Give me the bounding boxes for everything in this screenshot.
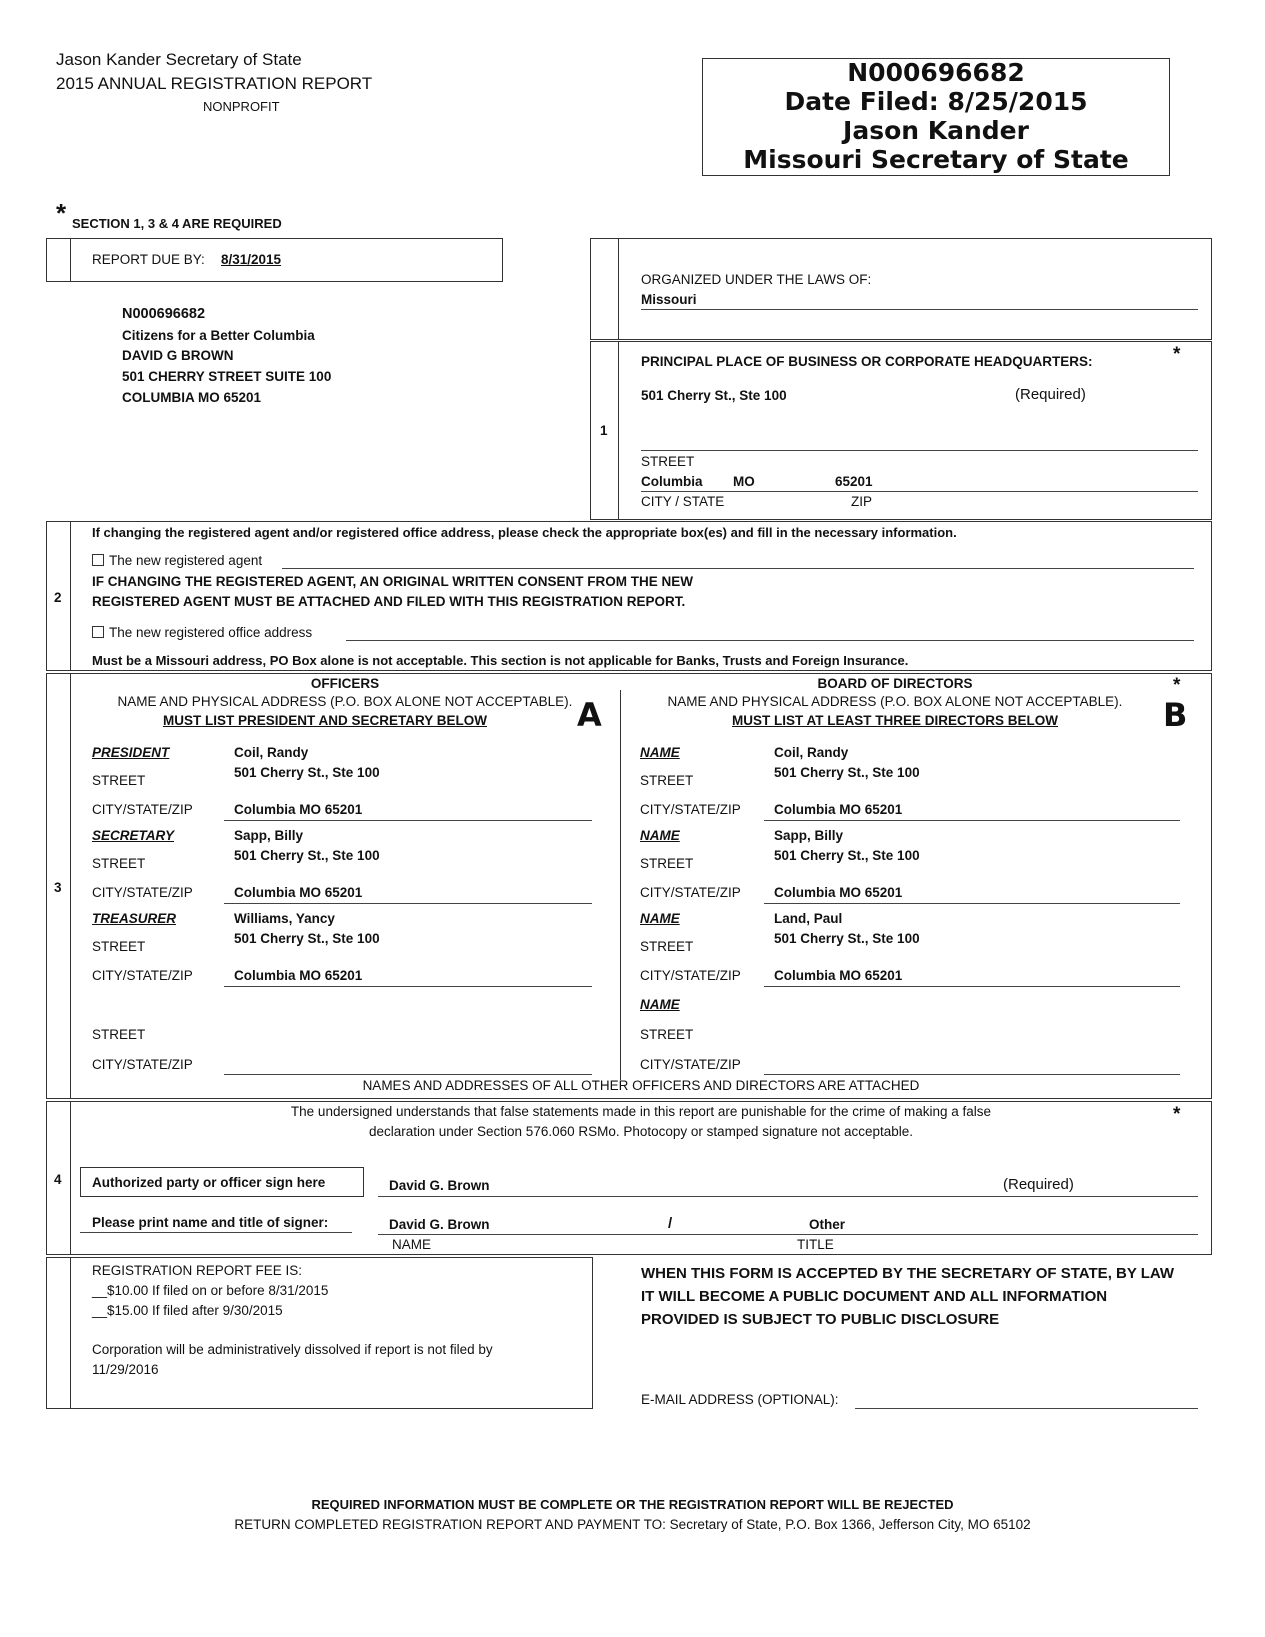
officer-name[interactable]: Coil, Randy <box>234 745 309 760</box>
principal-zip: 65201 <box>835 474 873 489</box>
section-2-footer: Must be a Missouri address, PO Box alone is not acceptable. This section is not applicable for Banks, Trusts and Foreign Insurance. <box>92 653 909 668</box>
director-name[interactable]: Sapp, Billy <box>774 828 844 843</box>
officer-street-label: STREET <box>92 939 146 954</box>
officer-role: TREASURER <box>92 911 177 926</box>
address-street: 501 CHERRY STREET SUITE 100 <box>122 369 332 384</box>
officer-csz-label: CITY/STATE/ZIP <box>92 802 193 817</box>
public-notice-line2: IT WILL BECOME A PUBLIC DOCUMENT AND ALL INFORMATION <box>641 1288 1108 1305</box>
director-street-label: STREET <box>640 773 694 788</box>
city-state-caption: CITY / STATE <box>641 494 725 509</box>
directors-asterisk: * <box>1173 675 1181 696</box>
director-role: NAME <box>640 997 680 1012</box>
header-nonprofit: NONPROFIT <box>203 99 280 114</box>
email-label: E-MAIL ADDRESS (OPTIONAL): <box>641 1392 839 1407</box>
sign-here-label: Authorized party or officer sign here <box>92 1175 326 1190</box>
section-3-number: 3 <box>54 880 62 895</box>
footer-required-note: REQUIRED INFORMATION MUST BE COMPLETE OR THE REGISTRATION REPORT WILL BE REJECTED <box>311 1497 954 1512</box>
public-notice-line3: PROVIDED IS SUBJECT TO PUBLIC DISCLOSURE <box>641 1311 1000 1328</box>
officers-instruction: MUST LIST PRESIDENT AND SECRETARY BELOW <box>162 713 487 728</box>
officer-name[interactable]: Sapp, Billy <box>234 828 304 843</box>
new-agent-field[interactable] <box>282 568 1194 569</box>
zip-caption: ZIP <box>851 494 873 509</box>
directors-instruction: MUST LIST AT LEAST THREE DIRECTORS BELOW <box>732 713 1058 728</box>
director-role: NAME <box>640 745 680 760</box>
director-csz[interactable]: Columbia MO 65201 <box>774 968 903 983</box>
officer-csz-label: CITY/STATE/ZIP <box>92 968 193 983</box>
officer-street[interactable]: 501 Cherry St., Ste 100 <box>234 848 380 863</box>
director-role: NAME <box>640 911 680 926</box>
false-statement-line2: declaration under Section 576.060 RSMo. Photocopy or stamped signature not acceptable. <box>368 1124 914 1139</box>
new-agent-option[interactable]: The new registered agent <box>92 553 262 568</box>
section-1-asterisk: * <box>1173 344 1181 365</box>
report-due-date: 8/31/2015 <box>221 252 282 267</box>
stamp-secretary-name: Jason Kander <box>843 116 1029 145</box>
principal-required: (Required) <box>1015 386 1086 403</box>
dissolve-note-line2: 11/29/2016 <box>92 1362 159 1377</box>
name-title-separator: / <box>668 1215 673 1232</box>
director-csz[interactable]: Columbia MO 65201 <box>774 885 903 900</box>
director-csz[interactable]: Columbia MO 65201 <box>774 802 903 817</box>
signer-name[interactable]: David G. Brown <box>389 1217 490 1232</box>
director-street[interactable]: 501 Cherry St., Ste 100 <box>774 931 920 946</box>
officer-street-label: STREET <box>92 856 146 871</box>
officer-csz[interactable]: Columbia MO 65201 <box>234 802 363 817</box>
address-charter-number: N000696682 <box>122 306 206 322</box>
required-asterisk: * <box>56 198 67 228</box>
officer-csz[interactable]: Columbia MO 65201 <box>234 968 363 983</box>
director-csz-label: CITY/STATE/ZIP <box>640 885 741 900</box>
header-secretary: Jason Kander Secretary of State <box>56 50 302 69</box>
officers-letter-a: A <box>577 696 602 734</box>
director-name[interactable]: Coil, Randy <box>774 745 849 760</box>
officer-csz[interactable]: Columbia MO 65201 <box>234 885 363 900</box>
director-csz-field[interactable] <box>764 1074 1180 1075</box>
section-4-asterisk: * <box>1173 1104 1181 1125</box>
director-name[interactable]: Land, Paul <box>774 911 843 926</box>
address-org-name: Citizens for a Better Columbia <box>122 328 315 343</box>
officer-street[interactable]: 501 Cherry St., Ste 100 <box>234 765 380 780</box>
fee-option-late: __$15.00 If filed after 9/30/2015 <box>92 1303 283 1318</box>
new-office-field[interactable] <box>346 640 1194 641</box>
header-report-title: 2015 ANNUAL REGISTRATION REPORT <box>56 74 373 93</box>
address-contact: DAVID G BROWN <box>122 348 234 363</box>
officer-role: SECRETARY <box>92 828 175 843</box>
director-role: NAME <box>640 828 680 843</box>
organized-box <box>590 238 1212 340</box>
officer-csz-label: CITY/STATE/ZIP <box>92 885 193 900</box>
required-sections-note: SECTION 1, 3 & 4 ARE REQUIRED <box>72 216 282 231</box>
officer-csz-field[interactable] <box>224 1074 592 1075</box>
footer-return-address: RETURN COMPLETED REGISTRATION REPORT AND PAYMENT TO: Secretary of State, P.O. Box 1366, Jefferson City, MO 65102 <box>234 1517 1031 1532</box>
public-notice-line1: WHEN THIS FORM IS ACCEPTED BY THE SECRETARY OF STATE, BY LAW <box>641 1265 1175 1282</box>
officer-street-label: STREET <box>92 773 146 788</box>
officer-street-label: STREET <box>92 1027 146 1042</box>
stamp-date-filed: Date Filed: 8/25/2015 <box>784 87 1088 116</box>
name-caption: NAME <box>392 1237 432 1252</box>
officer-csz-label: CITY/STATE/ZIP <box>92 1057 193 1072</box>
signature-field[interactable] <box>378 1196 1198 1197</box>
dissolve-note-line1: Corporation will be administratively dissolved if report is not filed by <box>92 1342 493 1357</box>
print-name-label: Please print name and title of signer: <box>92 1215 329 1230</box>
director-street-label: STREET <box>640 1027 694 1042</box>
stamp-office: Missouri Secretary of State <box>743 145 1129 174</box>
signature-required: (Required) <box>1003 1176 1074 1193</box>
director-street-label: STREET <box>640 939 694 954</box>
print-name-field[interactable] <box>378 1234 1198 1235</box>
director-csz-label: CITY/STATE/ZIP <box>640 968 741 983</box>
fee-label: REGISTRATION REPORT FEE IS: <box>92 1263 303 1278</box>
officer-street[interactable]: 501 Cherry St., Ste 100 <box>234 931 380 946</box>
fee-box <box>46 1257 593 1409</box>
section-2-number: 2 <box>54 590 62 605</box>
signer-title[interactable]: Other <box>809 1217 846 1232</box>
organized-label: ORGANIZED UNDER THE LAWS OF: <box>641 272 872 287</box>
section-2-intro: If changing the registered agent and/or registered office address, please check the appropriate box(es) and fill in the necessary information. <box>92 525 957 540</box>
stamp-charter-number: N000696682 <box>847 58 1025 87</box>
section-3-box <box>46 673 1212 1099</box>
director-street-label: STREET <box>640 856 694 871</box>
new-agent-checkbox[interactable] <box>92 554 104 566</box>
principal-city: Columbia <box>641 474 703 489</box>
officer-name[interactable]: Williams, Yancy <box>234 911 335 926</box>
signature-value[interactable]: David G. Brown <box>389 1178 490 1193</box>
agent-warning-line2: REGISTERED AGENT MUST BE ATTACHED AND FILED WITH THIS REGISTRATION REPORT. <box>92 594 686 609</box>
report-due-label: REPORT DUE BY: <box>92 252 205 267</box>
agent-warning-line1: IF CHANGING THE REGISTERED AGENT, AN ORIGINAL WRITTEN CONSENT FROM THE NEW <box>92 574 694 589</box>
principal-street-label: STREET <box>641 454 695 469</box>
organized-state: Missouri <box>641 292 697 307</box>
title-caption: TITLE <box>797 1237 834 1252</box>
directors-letter-b: B <box>1163 696 1188 734</box>
false-statement-line1: The undersigned understands that false statements made in this report are punishable for the crime of making a false <box>290 1104 992 1119</box>
attached-note: NAMES AND ADDRESSES OF ALL OTHER OFFICERS AND DIRECTORS ARE ATTACHED <box>362 1078 920 1093</box>
principal-street-value: 501 Cherry St., Ste 100 <box>641 388 787 403</box>
new-office-checkbox[interactable] <box>92 626 104 638</box>
address-city: COLUMBIA MO 65201 <box>122 390 262 405</box>
director-csz-label: CITY/STATE/ZIP <box>640 1057 741 1072</box>
section-1-number: 1 <box>600 423 608 438</box>
principal-state: MO <box>733 474 755 489</box>
fee-option-on-time: __$10.00 If filed on or before 8/31/2015 <box>92 1283 329 1298</box>
officers-title: OFFICERS <box>310 676 380 691</box>
director-csz-label: CITY/STATE/ZIP <box>640 802 741 817</box>
new-office-option[interactable]: The new registered office address <box>92 625 312 640</box>
directors-title: BOARD OF DIRECTORS <box>817 676 973 691</box>
section-4-number: 4 <box>54 1172 62 1187</box>
director-street[interactable]: 501 Cherry St., Ste 100 <box>774 765 920 780</box>
principal-place-label: PRINCIPAL PLACE OF BUSINESS OR CORPORATE HEADQUARTERS: <box>641 354 1093 369</box>
officers-subtitle: NAME AND PHYSICAL ADDRESS (P.O. BOX ALONE NOT ACCEPTABLE). <box>117 694 573 709</box>
officer-role: PRESIDENT <box>92 745 170 760</box>
directors-subtitle: NAME AND PHYSICAL ADDRESS (P.O. BOX ALONE NOT ACCEPTABLE). <box>667 694 1123 709</box>
director-street[interactable]: 501 Cherry St., Ste 100 <box>774 848 920 863</box>
email-field[interactable] <box>855 1408 1198 1409</box>
